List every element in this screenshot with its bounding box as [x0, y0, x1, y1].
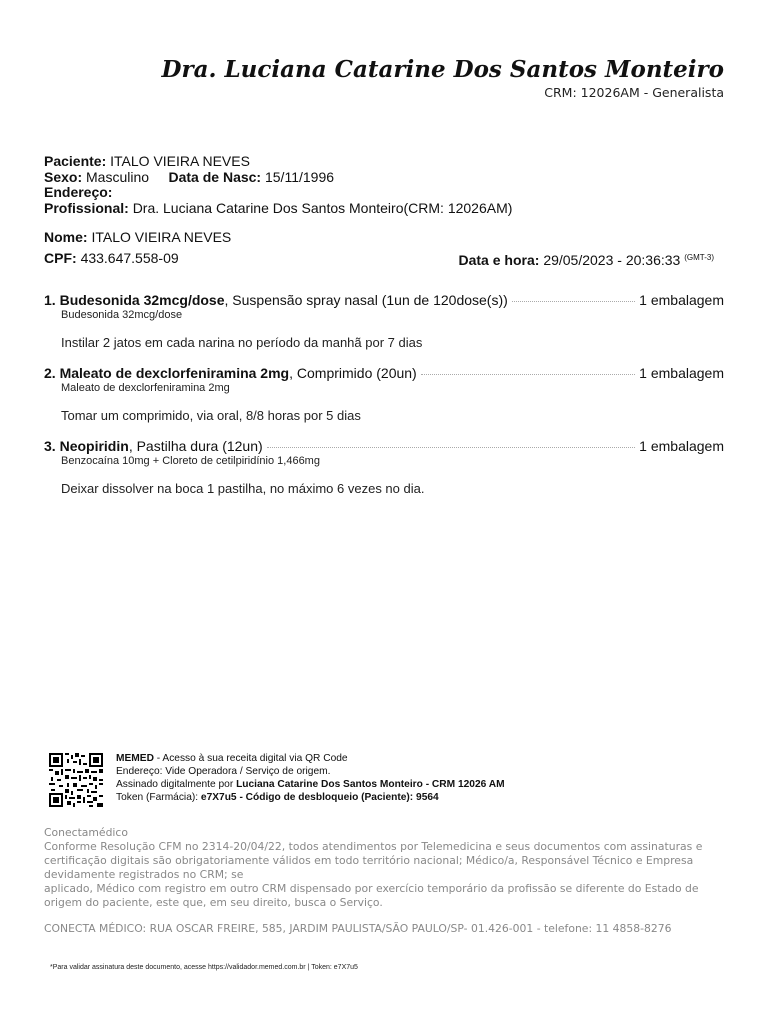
- medication-instructions: Deixar dissolver na boca 1 pastilha, no máximo 6 vezes no dia.: [61, 481, 425, 496]
- medication-number: 1.: [44, 292, 56, 308]
- signed-by-label: Assinado digitalmente por: [116, 779, 237, 790]
- medication-line: [44, 438, 724, 454]
- name-label: Nome:: [44, 229, 88, 245]
- patient-value: ITALO VIEIRA NEVES: [110, 153, 250, 169]
- medication-form: , Suspensão spray nasal (1un de 120dose(s)): [224, 292, 508, 308]
- birth-label: Data de Nasc:: [168, 168, 262, 185]
- medication-composition: Budesonida 32mcg/dose: [61, 309, 183, 321]
- dotted-leader: [421, 374, 635, 375]
- sex-value: Masculino: [86, 168, 150, 185]
- dotted-leader: [512, 301, 635, 302]
- medication-quantity: 1 embalagem: [639, 438, 724, 454]
- medication-composition: Benzocaína 10mg + Cloreto de cetilpiridínio 1,466mg: [61, 455, 320, 467]
- medication-composition: Maleato de dexclorfeniramina 2mg: [61, 382, 230, 394]
- medication-item: [44, 365, 724, 423]
- cpf-label: CPF:: [44, 250, 77, 266]
- memed-line-4: [116, 791, 505, 804]
- medication-instructions: Tomar um comprimido, via oral, 8/8 horas por 5 dias: [61, 408, 361, 423]
- cpf-row: [44, 250, 179, 266]
- medication-instructions: Instilar 2 jatos em cada narina no período da manhã por 7 dias: [61, 335, 423, 350]
- memed-access-text: - Acesso à sua receita digital via QR Code: [153, 753, 348, 764]
- dotted-leader: [267, 447, 636, 448]
- medication-name: Budesonida 32mcg/dose: [59, 292, 225, 308]
- medication-line: [44, 292, 724, 308]
- medication-name: Maleato de dexclorfeniramina 2mg: [59, 365, 290, 381]
- memed-line-1: [116, 752, 505, 765]
- patient-row: [44, 154, 512, 170]
- signer-name: Luciana Catarine Dos Santos Monteiro - CRM 12026 AM: [236, 779, 505, 790]
- medication-quantity: 1 embalagem: [639, 292, 724, 308]
- professional-row: [44, 201, 512, 217]
- qr-code-icon[interactable]: [49, 753, 103, 807]
- sex-birth-row: [44, 170, 512, 186]
- unlock-code: 9564: [416, 792, 439, 803]
- sex-label: Sexo:: [44, 168, 83, 185]
- cpf-value: 433.647.558-09: [80, 250, 179, 266]
- patient-info: [44, 154, 512, 216]
- medication-quantity: 1 embalagem: [639, 365, 724, 381]
- legal-line-1: Conectamédico: [44, 826, 128, 839]
- legal-notice: [44, 826, 724, 910]
- medication-form: , Comprimido (20un): [289, 365, 417, 381]
- medication-name: Neopiridin: [59, 438, 129, 454]
- memed-brand: MEMED: [116, 753, 154, 764]
- medication-line: [44, 365, 724, 381]
- legal-line-2: Conforme Resolução CFM no 2314-20/04/22, todos atendimentos por Telemedicina e seus documentos com assinaturas e certificação digitais são obrigatoriamente válidos em todo território nacional; Médico/a, Responsável Técnico e Empresa devidamente registrados no CRM; se: [44, 840, 703, 881]
- clinic-address: CONECTA MÉDICO: RUA OSCAR FREIRE, 585, JARDIM PAULISTA/SÃO PAULO/SP- 01.426-001 - telefone: 11 4858-8276: [44, 922, 672, 935]
- professional-value: Dra. Luciana Catarine Dos Santos Monteiro(CRM: 12026AM): [132, 199, 513, 216]
- address-row: [44, 185, 512, 201]
- medication-number: 3.: [44, 438, 56, 454]
- medication-item: [44, 438, 724, 496]
- timezone: (GMT-3): [684, 253, 714, 262]
- medication-item: [44, 292, 724, 350]
- medication-form: , Pastilha dura (12un): [128, 438, 263, 454]
- birth-value: 15/11/1996: [264, 168, 335, 185]
- memed-info: [116, 752, 505, 804]
- name-row: [44, 229, 231, 245]
- token-label: Token (Farmácia):: [116, 792, 201, 803]
- medication-title: [44, 292, 508, 308]
- doctor-name: Dra. Luciana Catarine Dos Santos Monteiro: [161, 56, 724, 83]
- name-value: ITALO VIEIRA NEVES: [91, 229, 232, 245]
- patient-label: Paciente:: [44, 153, 107, 169]
- medication-title: [44, 438, 263, 454]
- memed-line-3: [116, 778, 505, 791]
- professional-label: Profissional:: [44, 199, 129, 216]
- memed-line-2: Endereço: Vide Operadora / Serviço de origem.: [116, 766, 331, 777]
- validation-footnote: *Para validar assinatura deste documento, acesse https://validador.memed.com.br | Token: e7X7u5: [50, 964, 358, 971]
- medication-number: 2.: [44, 365, 56, 381]
- legal-line-3: aplicado, Médico com registro em outro CRM dispensado por exercício temporário da profissão se diferente do Estado de origem do paciente, este que, em seu direito, busca o Serviço.: [44, 882, 699, 909]
- unlock-label: - Código de desbloqueio (Paciente):: [236, 792, 417, 803]
- address-label: Endereço:: [44, 184, 113, 200]
- pharmacy-token: e7X7u5: [200, 792, 237, 803]
- datetime-value: 29/05/2023 - 20:36:33: [543, 252, 681, 268]
- datetime-label: Data e hora:: [458, 252, 540, 268]
- medication-title: [44, 365, 417, 381]
- doctor-crm: CRM: 12026AM - Generalista: [544, 85, 724, 100]
- datetime-row: [459, 252, 715, 268]
